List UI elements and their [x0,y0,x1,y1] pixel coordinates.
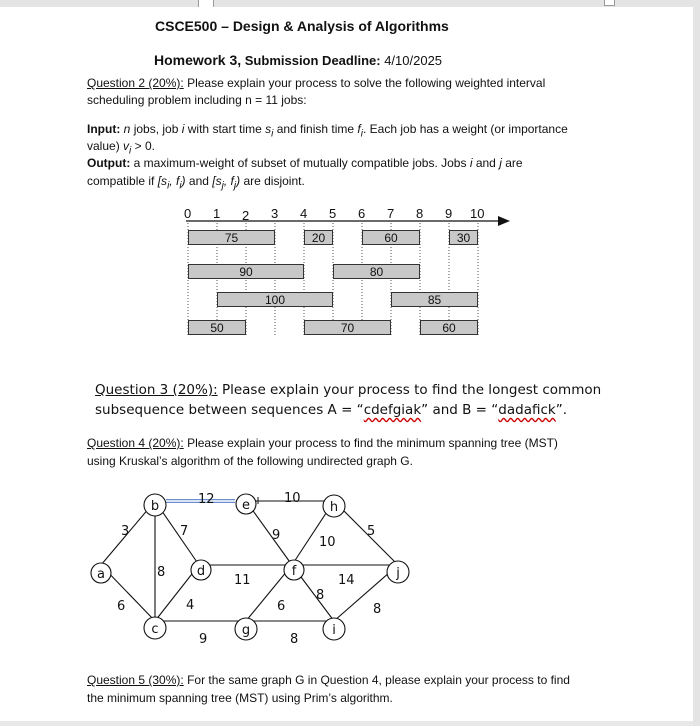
input-label: Input: [87,122,121,136]
interval-sep: , f [223,174,234,188]
q5-text1: For the same graph G in Question 4, please explain your process to find [187,673,570,687]
edge-weight: 12 [198,492,215,507]
job-bar: 30 [449,230,478,245]
edge-weight: 8 [373,602,382,617]
var-v: v [123,139,130,153]
var-n: n [123,122,131,136]
output-text1: a maximum-weight of subset of mutually compatible jobs. Jobs [133,156,467,170]
job-bar: 50 [188,320,246,335]
node-label: j [396,566,400,581]
document-page [0,7,693,721]
tick-label: 10 [470,206,485,221]
window-right-edge [693,0,700,726]
edge-weight: 7 [180,524,189,539]
interval-open: [s [212,174,222,188]
output-label: Output: [87,156,131,170]
q3-label: Question 3 (20%): [95,382,218,398]
node-label: a [97,567,105,582]
tick-label: 9 [445,206,453,221]
job-bar: 20 [304,230,333,245]
graph-g [0,7,693,721]
edge-weight: 10 [284,491,301,506]
tick-label: 1 [213,206,221,221]
input-text1: jobs, job [133,122,179,136]
compat-text1: compatible if [87,174,155,188]
sequence-a: cdefgiak [363,402,422,418]
sub-i: i [129,145,132,157]
var-i: i [181,122,185,136]
sequence-b: dadafick [498,402,556,418]
job-bar: 60 [420,320,478,335]
sub-i: i [271,128,274,140]
homework-label: Homework 3, [154,52,242,68]
edge-weight: 10 [319,535,336,550]
edge-weight: 9 [272,528,281,543]
job-bar: 90 [188,264,304,279]
compat-text3: are disjoint. [243,174,305,188]
node-label: d [196,564,206,579]
tick-label: 0 [184,206,192,221]
page-title: CSCE500 – Design & Analysis of Algorithms [155,18,449,34]
node-label: h [329,500,339,515]
compat-text2: and [188,174,209,188]
input-line2a: value) [87,139,120,153]
edge-weight: 6 [277,599,286,614]
tick-label: 4 [300,206,308,221]
edge-weight: 5 [367,524,376,539]
tick-label: 6 [358,206,366,221]
job-bar: 80 [333,264,420,279]
q4-text1: Please explain your process to find the minimum spanning tree (MST) [187,436,558,450]
window-top-edge [0,0,700,7]
q2-label: Question 2 (20%): [87,76,184,90]
edge-weight: 8 [316,588,325,603]
deadline-date: 4/10/2025 [384,53,443,68]
job-bar: 60 [362,230,420,245]
input-text2: with start time [187,122,262,136]
tick-label: 8 [416,206,424,221]
q3-text2a: subsequence between sequences A = “ [95,402,364,418]
edge-weight: 11 [234,573,251,588]
sub-i: i [360,128,363,140]
output-text2: and [475,156,496,170]
node-label: g [241,623,251,638]
edge-weight: 9 [199,632,208,647]
q2-line2: scheduling problem including n = 11 jobs: [87,93,307,107]
node-label: i [332,623,336,638]
q5-line2: the minimum spanning tree (MST) using Prim’s algorithm. [87,691,393,705]
edge-weight: 6 [117,599,126,614]
output-text3: are [505,156,523,170]
edge-weight: 3 [121,524,130,539]
tick-label: 3 [271,206,279,221]
sub-i: i [179,180,182,192]
var-f: f [357,122,361,136]
q4-label: Question 4 (20%): [87,436,184,450]
header-marker-right [604,0,615,6]
sub-j: j [233,180,237,192]
interval-sep: , f [169,174,180,188]
input-text3: and finish time [276,122,355,136]
var-s: s [265,122,272,136]
var-j: j [499,156,502,170]
deadline-label: Submission Deadline: [244,53,381,68]
tick-label: 5 [329,206,337,221]
q2-text1: Please explain your process to solve the following weighted interval [187,76,546,90]
job-bar: 75 [188,230,275,245]
edge-weight: 8 [157,565,166,580]
q5-label: Question 5 (30%): [87,673,184,687]
job-bar: 70 [304,320,391,335]
edge-weight: 14 [338,573,355,588]
sub-j: j [221,180,224,192]
job-bar: 85 [391,292,478,307]
job-bar: 100 [217,292,333,307]
edge-weight: 8 [290,632,299,647]
q3-text2b: ” and B = “ [421,402,499,418]
node-label: c [151,622,159,637]
tick-label: 2 [242,208,250,223]
node-label: e [242,498,250,513]
interval-close: ) [236,174,241,188]
q3-text2c: ”. [555,402,568,418]
var-i: i [469,156,473,170]
q5-line1 [87,671,570,689]
interval-close: ) [181,174,186,188]
node-label: b [150,499,160,514]
edge-weight: 4 [186,598,195,613]
node-label: f [291,564,297,579]
q4-line2: using Kruskal’s algorithm of the following undirected graph G. [87,454,413,468]
input-line2b: > 0. [134,139,155,153]
interval-open: [s [157,174,168,188]
q3-text1: Please explain your process to find the longest common [221,382,602,398]
tick-label: 7 [387,206,395,221]
sub-i: i [167,180,170,192]
input-text4: . Each job has a weight (or importance [363,122,568,136]
